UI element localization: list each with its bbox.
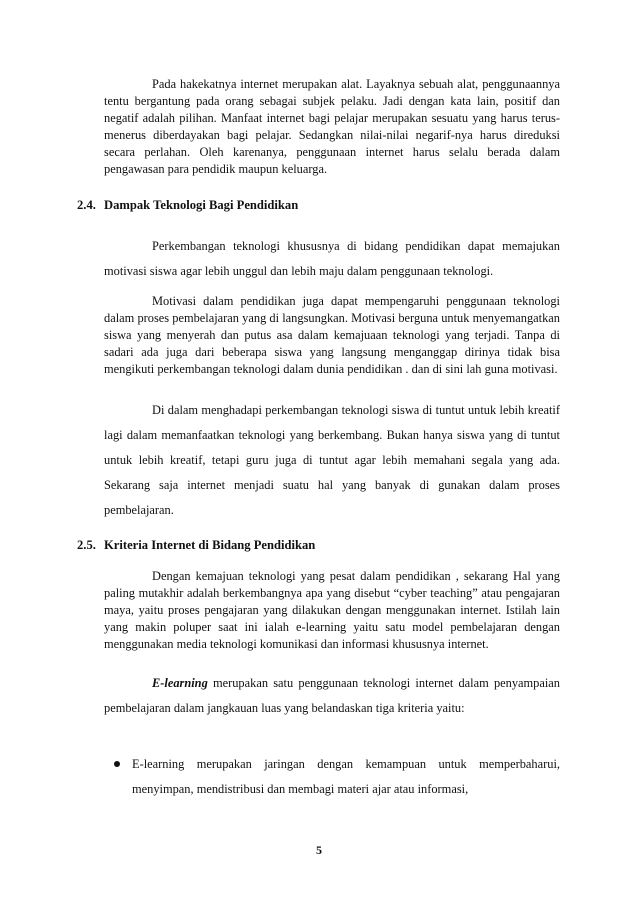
section-number: 2.5. bbox=[77, 538, 96, 552]
paragraph-motivasi bbox=[104, 293, 560, 378]
section-number: 2.4. bbox=[77, 198, 96, 212]
bullet-icon bbox=[114, 761, 120, 767]
paragraph-text: Dengan kemajuan teknologi yang pesat dalam pendidikan , sekarang Hal yang paling mutakhir adalah berkembangnya apa yang disebut “cyber teaching” atau pengajaran maya, yaitu proses pengajaran yang dilakukan dengan menggunakan internet. Istilah lain yang makin poluper saat ini ialah e-learning yaitu satu model pembelajaran dengan menggunakan media teknologi komunikasi dan informasi khususnya internet. bbox=[104, 569, 560, 651]
paragraph-internet-alat bbox=[104, 76, 560, 178]
paragraph-text: Perkembangan teknologi khususnya di bidang pendidikan dapat memajukan motivasi siswa agar lebih unggul dan lebih maju dalam penggunaan teknologi. bbox=[104, 239, 560, 278]
paragraph-e-learning bbox=[104, 671, 560, 721]
paragraph-menghadapi bbox=[104, 398, 560, 523]
bullet-list-item bbox=[114, 752, 560, 802]
section-title: Kriteria Internet di Bidang Pendidikan bbox=[104, 538, 316, 552]
section-title: Dampak Teknologi Bagi Pendidikan bbox=[104, 198, 299, 212]
paragraph-text: Pada hakekatnya internet merupakan alat. Layaknya sebuah alat, penggunaannya tentu bergantung pada orang sebagai subjek pelaku. Jadi dengan kata lain, positif dan negatif adalah pilihan. Manfaat internet bagi pelajar merupakan sesuatu yang harus terus-menerus diberdayakan bagi pelajar. Sedangkan nilai-nilai negarif-nya harus direduksi secara perlahan. Oleh karenanya, penggunaan internet harus selalu berada dalam pengawasan para pendidik maupun keluarga. bbox=[104, 77, 560, 176]
bullet-text: E-learning merupakan jaringan dengan kemampuan untuk memperbaharui, menyimpan, mendistribusi dan membagi materi ajar atau informasi, bbox=[132, 757, 560, 796]
paragraph-text: Di dalam menghadapi perkembangan teknologi siswa di tuntut untuk lebih kreatif lagi dalam memanfaatkan teknologi yang berkembang. Bukan hanya siswa yang di tuntut untuk lebih kreatif, tetapi guru juga di tuntut agar lebih memahani segala yang ada. Sekarang saja internet menjadi suatu hal yang banyak di gunakan dalam proses pembelajaran. bbox=[104, 403, 560, 517]
section-heading-2-5 bbox=[77, 538, 315, 553]
paragraph-text: Motivasi dalam pendidikan juga dapat mempengaruhi penggunaan teknologi dalam proses pembelajaran yang di langsungkan. Motivasi berguna untuk menyemangatkan siswa yang menyerah dan putus asa dalam kemajuaan teknologi yang terjadi. Tanpa di sadari ada juga dari beberapa siswa yang langsung menganggap dirinya tidak bisa mengikuti perkembangan teknologi dalam dunia pendidikan . dan di sini lah guna motivasi. bbox=[104, 294, 560, 376]
paragraph-text: merupakan satu penggunaan teknologi internet dalam penyampaian pembelajaran dalam jangkauan luas yang belandaskan tiga kriteria yaitu: bbox=[104, 676, 560, 715]
paragraph-perkembangan bbox=[104, 234, 560, 284]
paragraph-cyber-teaching bbox=[104, 568, 560, 653]
section-heading-2-4 bbox=[77, 198, 298, 213]
page-number: 5 bbox=[316, 843, 322, 857]
emphasized-term: E-learning bbox=[152, 676, 208, 690]
